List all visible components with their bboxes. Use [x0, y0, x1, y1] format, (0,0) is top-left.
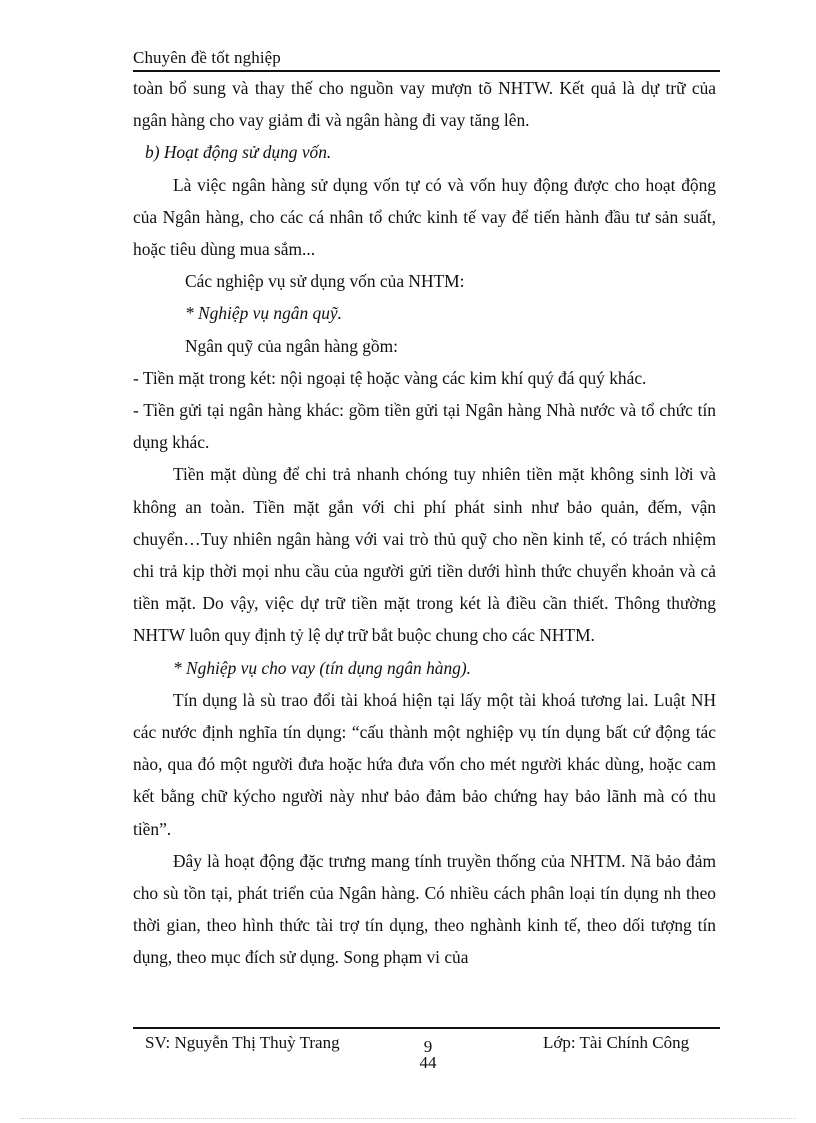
section-heading-fund-usage: b) Hoạt động sử dụng vốn. — [145, 142, 332, 163]
document-body — [133, 72, 716, 974]
header-title: Chuyên đề tốt nghiệp — [133, 48, 281, 67]
subheading-lending: * Nghiệp vụ cho vay (tín dụng ngân hàng). — [173, 657, 472, 678]
paragraph-credit-features: Đây là hoạt động đặc trưng mang tính truyền thống của NHTM. Nã bảo đảm cho sù tồn tại, phát triển của Ngân hàng. Có nhiều cách phân loại tín dụng nh theo thời gian, theo hình thức tài trợ tín dụng, theo nghành kinh tế, theo dối tượng tín dụng, theo mục đích sử dụng. Song phạm vi của — [133, 850, 716, 968]
page-bottom-border — [20, 1118, 796, 1119]
paragraph-cash: Tiền mặt dùng để chi trả nhanh chóng tuy nhiên tiền mặt không sinh lời và không an toàn. Tiền mặt gắn với chi phí phát sinh như bảo quản, đếm, vận chuyển…Tuy nhiên ngân hàng với vai trò thủ quỹ cho nền kinh tế, có trách nhiệm chi trả kịp thời mọi nhu cầu của người gửi tiền dưới hình thức chuyển khoản và cả tiền mặt. Do vậy, việc dự trữ tiền mặt trong két là điều cần thiết. Thông thường NHTW luôn quy định tỷ lệ dự trữ bắt buộc chung cho các NHTM. — [133, 464, 716, 646]
footer-student-name: SV: Nguyễn Thị Thuỳ Trang — [145, 1033, 340, 1052]
bullet-cash-in-vault: - Tiền mặt trong két: nội ngoại tệ hoặc vàng các kim khí quý đá quý khác. — [133, 367, 647, 388]
footer-class-name: Lớp: Tài Chính Công — [543, 1033, 690, 1052]
subheading-treasury: * Nghiệp vụ ngân quỹ. — [185, 303, 342, 324]
footer-page-number — [419, 1039, 437, 1071]
paragraph-definition: Là việc ngân hàng sử dụng vốn tự có và vốn huy động được cho hoạt động của Ngân hàng, cho các cá nhân tổ chức kinh tế vay để tiến hành đầu tư sản suất, hoặc tiêu dùng mua sắm... — [133, 174, 716, 260]
footer-divider — [133, 1027, 720, 1029]
paragraph-continuation: toàn bổ sung và thay thế cho nguồn vay mượn tõ NHTW. Kết quả là dự trữ của ngân hàng cho vay giảm đi và ngân hàng đi vay tăng lên. — [133, 78, 716, 131]
bullet-deposits-other-banks: - Tiền gửi tại ngân hàng khác: gồm tiền gửi tại Ngân hàng Nhà nước và tổ chức tín dụng khác. — [133, 400, 716, 453]
page-number-total: 44 — [419, 1053, 437, 1072]
paragraph-list-intro: Các nghiệp vụ sử dụng vốn của NHTM: — [185, 271, 465, 292]
page-number-current: 9 — [423, 1037, 433, 1056]
paragraph-credit-definition: Tín dụng là sù trao đổi tài khoá hiện tại lấy một tài khoá tương lai. Luật NH các nước định nghĩa tín dụng: “cấu thành một nghiệp vụ tín dụng bất cứ động tác nào, qua đó một người đưa hoặc hứa đưa vốn cho mét người khác dùng, hoặc cam kết bằng chữ kýcho người này như bảo đảm bảo chứng hay bảo lãnh mà có thu tiền”. — [133, 689, 716, 839]
paragraph-treasury-intro: Ngân quỹ của ngân hàng gồm: — [185, 335, 398, 356]
